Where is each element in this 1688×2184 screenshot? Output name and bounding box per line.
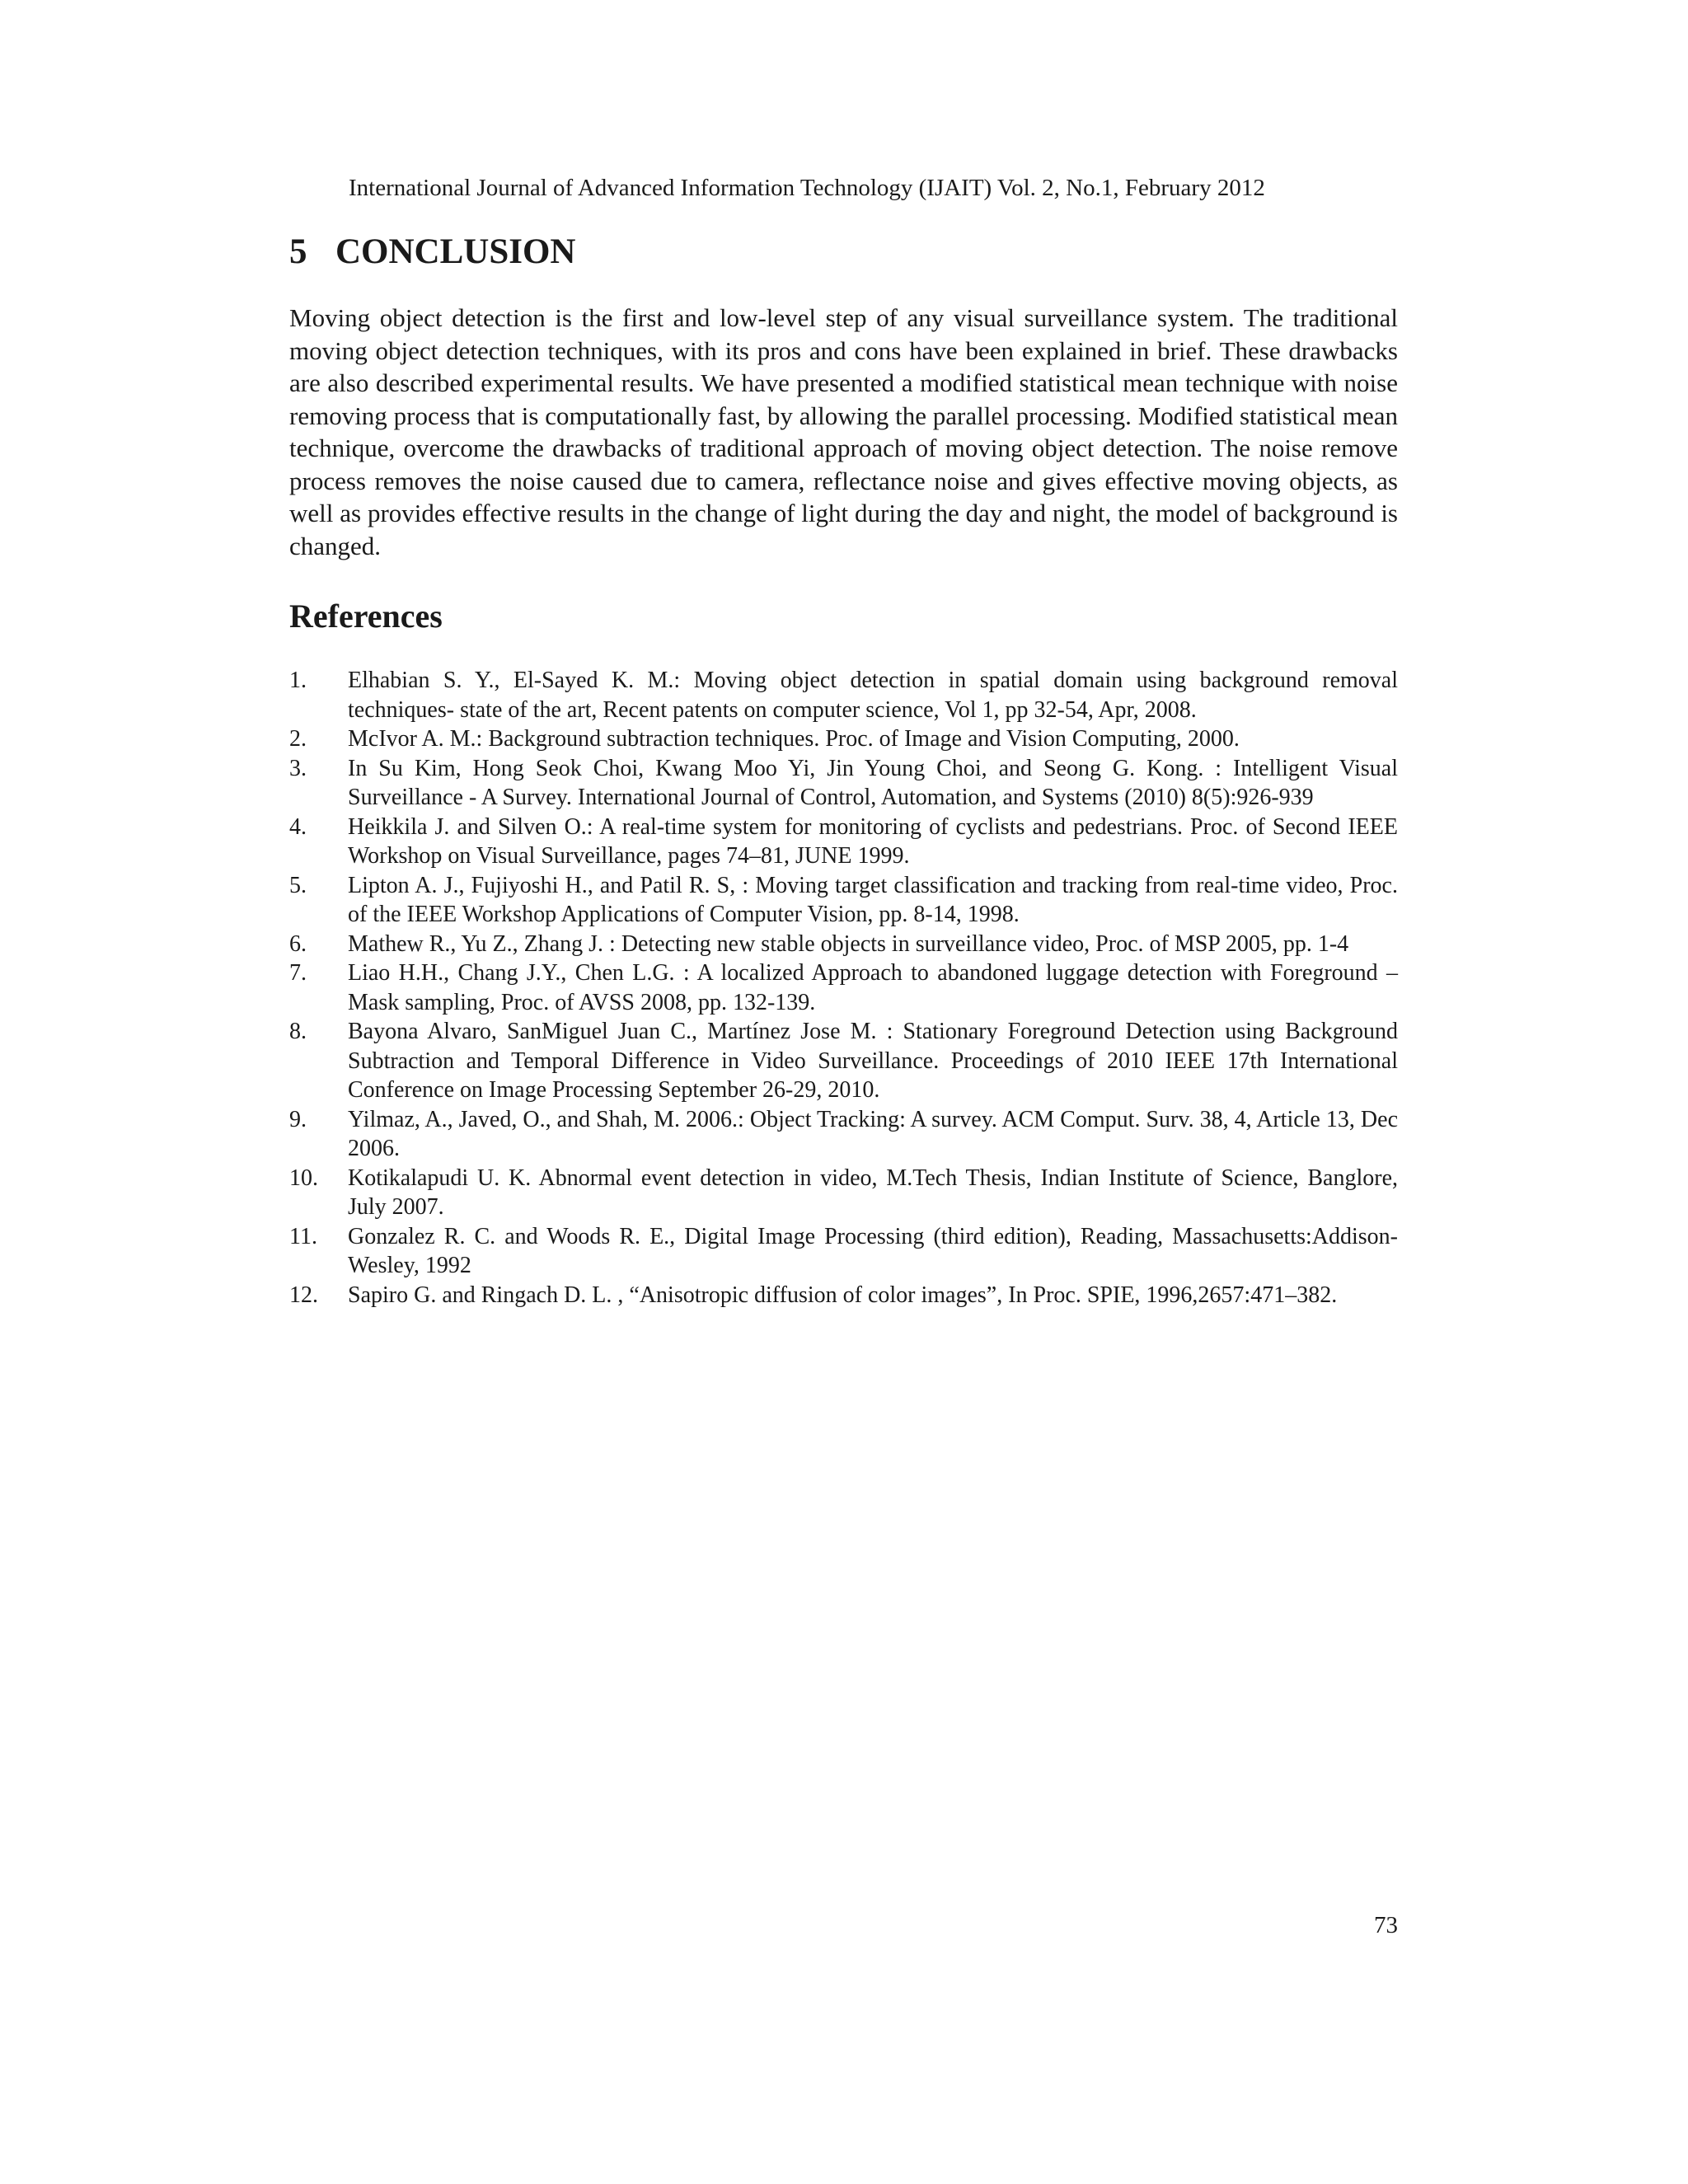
reference-number: 2. xyxy=(289,726,307,752)
reference-text: Elhabian S. Y., El-Sayed K. M.: Moving object detection in spatial domain using background removal techniques- state of the art, Recent patents on computer science, Vol 1, pp 32-54, Apr, 2008. xyxy=(348,668,1398,723)
section-title: CONCLUSION xyxy=(335,232,576,271)
reference-text: Yilmaz, A., Javed, O., and Shah, M. 2006.: Object Tracking: A survey. ACM Comput. Surv. 38, 4, Article 13, Dec 2006. xyxy=(348,1106,1398,1161)
reference-number: 9. xyxy=(289,1106,307,1132)
reference-item xyxy=(289,930,1398,959)
reference-item xyxy=(289,813,1398,871)
reference-number: 12. xyxy=(289,1282,318,1308)
reference-list xyxy=(289,666,1398,1310)
reference-item xyxy=(289,1105,1398,1164)
reference-number: 3. xyxy=(289,755,307,781)
reference-text: Mathew R., Yu Z., Zhang J. : Detecting new stable objects in surveillance video, Proc. of MSP 2005, pp. 1-4 xyxy=(348,930,1349,957)
reference-number: 1. xyxy=(289,668,307,693)
reference-text: McIvor A. M.: Background subtraction techniques. Proc. of Image and Vision Computing, 2000. xyxy=(348,726,1240,752)
reference-item xyxy=(289,958,1398,1017)
reference-number: 4. xyxy=(289,813,307,840)
reference-number: 6. xyxy=(289,930,307,957)
reference-item xyxy=(289,871,1398,930)
reference-item xyxy=(289,754,1398,813)
section-number: 5 xyxy=(289,232,307,271)
conclusion-paragraph: Moving object detection is the first and low-level step of any visual surveillance system. The traditional moving object detection techniques, with its pros and cons have been explained in brief. These drawbacks are also described experimental results. We have presented a modified statistical mean technique with noise removing process that is computationally fast, by allowing the parallel processing. Modified statistical mean technique, overcome the drawbacks of traditional approach of moving object detection. The noise remove process removes the noise caused due to camera, reflectance noise and gives effective moving objects, as well as provides effective results in the change of light during the day and night, the model of background is changed. xyxy=(289,303,1398,560)
reference-text: Gonzalez R. C. and Woods R. E., Digital Image Processing (third edition), Reading, Massachusetts:Addison-Wesley, 1992 xyxy=(348,1223,1398,1278)
reference-number: 8. xyxy=(289,1019,307,1044)
page-number: 73 xyxy=(1374,1912,1398,1938)
reference-number: 11. xyxy=(289,1223,317,1249)
reference-text: Bayona Alvaro, SanMiguel Juan C., Martínez Jose M. : Stationary Foreground Detection using Background Subtraction and Temporal Difference in Video Surveillance. Proceedings of 2010 IEEE 17th International Conference on Image Processing September 26-29, 2010. xyxy=(348,1019,1398,1103)
reference-text: Kotikalapudi U. K. Abnormal event detection in video, M.Tech Thesis, Indian Institute of Science, Banglore, July 2007. xyxy=(348,1165,1398,1220)
reference-item xyxy=(289,1222,1398,1281)
reference-item xyxy=(289,1281,1398,1310)
reference-text: Liao H.H., Chang J.Y., Chen L.G. : A localized Approach to abandoned luggage detection with Foreground –Mask sampling, Proc. of AVSS 2008, pp. 132-139. xyxy=(348,960,1398,1015)
running-header: International Journal of Advanced Information Technology (IJAIT) Vol. 2, No.1, February 2012 xyxy=(349,175,1265,201)
reference-text: Sapiro G. and Ringach D. L. , “Anisotropic diffusion of color images”, In Proc. SPIE, 1996,2657:471–382. xyxy=(348,1282,1338,1308)
reference-number: 5. xyxy=(289,872,307,898)
conclusion-heading xyxy=(289,227,1398,277)
references-heading: References xyxy=(289,598,443,635)
reference-text: Lipton A. J., Fujiyoshi H., and Patil R. S, : Moving target classification and tracking from real-time video, Proc. of the IEEE Workshop Applications of Computer Vision, pp. 8-14, 1998. xyxy=(348,872,1398,927)
reference-text: In Su Kim, Hong Seok Choi, Kwang Moo Yi, Jin Young Choi, and Seong G. Kong. : Intelligent Visual Surveillance - A Survey. International Journal of Control, Automation, and Systems (2010) 8(5):926-939 xyxy=(348,755,1398,810)
reference-item xyxy=(289,666,1398,724)
reference-number: 10. xyxy=(289,1165,318,1191)
reference-number: 7. xyxy=(289,960,307,986)
reference-item xyxy=(289,1017,1398,1105)
reference-item xyxy=(289,1164,1398,1222)
page-content xyxy=(289,227,1398,1310)
reference-text: Heikkila J. and Silven O.: A real-time system for monitoring of cyclists and pedestrians. Proc. of Second IEEE Workshop on Visual Surveillance, pages 74–81, JUNE 1999. xyxy=(348,813,1398,869)
reference-item xyxy=(289,724,1398,754)
